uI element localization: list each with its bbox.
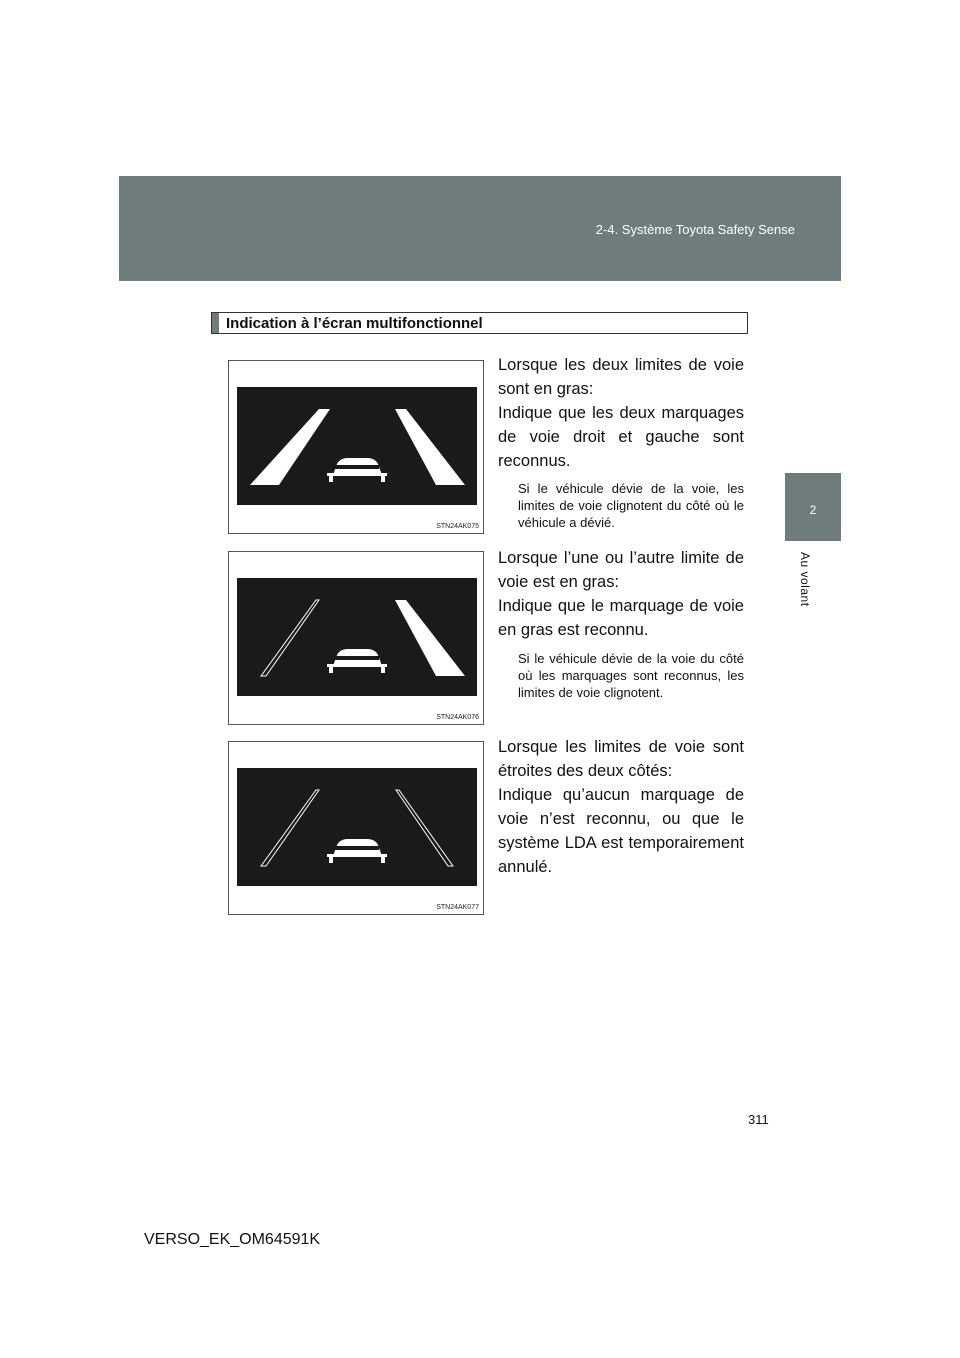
description-1 <box>498 353 744 473</box>
display-screen <box>237 578 477 696</box>
document-code: VERSO_EK_OM64591K <box>144 1231 321 1248</box>
meaning-text: Indique qu’aucun marquage de voie n’est reconnu, ou que le système LDA est temporairement annulé. <box>498 786 744 876</box>
section-heading <box>211 312 748 334</box>
note-2: Si le véhicule dévie de la voie du côté où les marquages sont reconnus, les limites de voie clignotent. <box>518 651 744 700</box>
display-screen <box>237 768 477 886</box>
figure-code: STN24AK077 <box>436 904 479 911</box>
condition-text: Lorsque les deux limites de voie sont en gras: <box>498 356 744 398</box>
note-1: Si le véhicule dévie de la voie, les limites de voie clignotent du côté où le véhicule a dévié. <box>518 481 744 530</box>
figure-both-thin <box>228 741 484 915</box>
condition-text: Lorsque les limites de voie sont étroites des deux côtés: <box>498 738 744 780</box>
chapter-name: Au volant <box>798 552 812 607</box>
header-band <box>119 176 841 281</box>
meaning-text: Indique que les deux marquages de voie droit et gauche sont reconnus. <box>498 404 744 470</box>
figure-code: STN24AK075 <box>436 523 479 530</box>
meaning-text: Indique que le marquage de voie en gras est reconnu. <box>498 597 744 639</box>
figure-one-bold <box>228 551 484 725</box>
figure-both-bold <box>228 360 484 534</box>
condition-text: Lorsque l’une ou l’autre limite de voie est en gras: <box>498 549 744 591</box>
heading-accent-bar <box>212 313 219 333</box>
figure-code: STN24AK076 <box>436 714 479 721</box>
section-title: 2-4. Système Toyota Safety Sense <box>595 222 795 237</box>
page-number: 311 <box>748 1112 769 1127</box>
chapter-tab <box>785 473 841 541</box>
heading-text: Indication à l’écran multifonctionnel <box>226 315 483 332</box>
display-screen <box>237 387 477 505</box>
chapter-number: 2 <box>809 503 817 517</box>
description-2 <box>498 546 744 642</box>
description-3 <box>498 735 744 879</box>
